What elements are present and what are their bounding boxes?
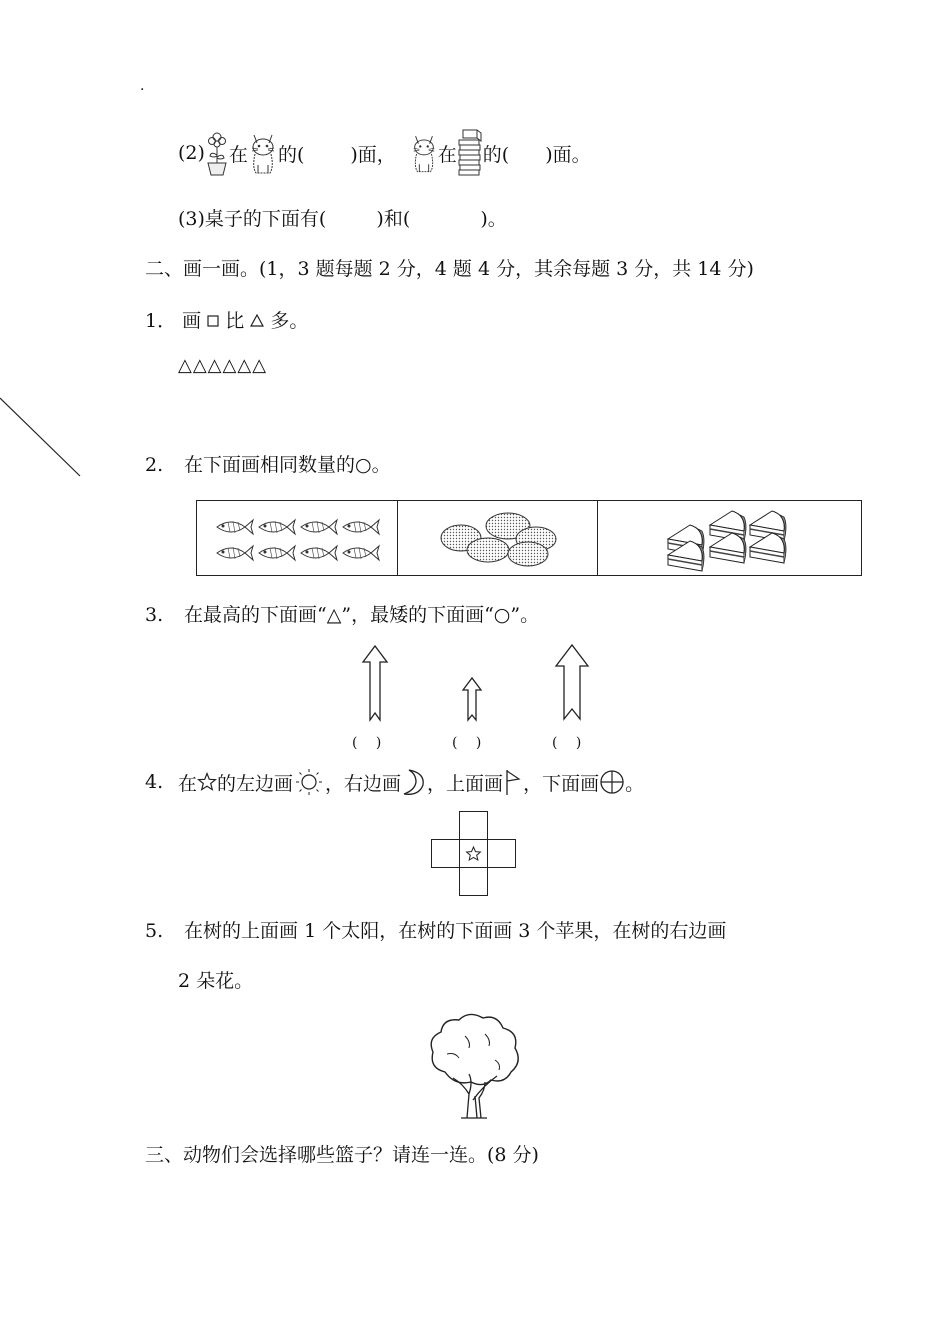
question-2-zai-2: 在 bbox=[437, 143, 457, 166]
fish-cell bbox=[197, 501, 398, 575]
question-3-part-a: (3)桌子的下面有( bbox=[178, 208, 327, 230]
circle-cross-icon bbox=[599, 769, 625, 795]
star-icon bbox=[197, 772, 217, 792]
fish-icon bbox=[217, 520, 253, 534]
problem-4-text-f: 。 bbox=[625, 772, 645, 795]
fish-icon bbox=[301, 546, 337, 560]
grid-cell-bottom[interactable] bbox=[460, 868, 488, 896]
cake-slice-icon bbox=[750, 533, 786, 563]
fish-icon bbox=[259, 520, 295, 534]
arrow-tall bbox=[556, 645, 588, 719]
fish-icon bbox=[301, 520, 337, 534]
stone-icon bbox=[508, 542, 548, 566]
fish-icon bbox=[217, 546, 253, 560]
section-2-heading: 二、画一画。(1，3 题每题 2 分，4 题 4 分，其余每题 3 分，共 14 分) bbox=[145, 258, 754, 280]
question-2-number: (2) bbox=[178, 142, 205, 164]
question-2-line bbox=[178, 128, 591, 178]
cake-cell bbox=[598, 501, 861, 575]
problem-4-text-e: ，下面画 bbox=[523, 772, 600, 795]
problem-5-line-1 bbox=[145, 916, 726, 943]
stone-group bbox=[398, 501, 596, 574]
question-2-mian-1: )面， bbox=[350, 143, 396, 166]
small-triangle-icon bbox=[250, 314, 264, 327]
problem-4-text-d: ，上面画 bbox=[427, 772, 504, 795]
margin-stroke bbox=[0, 396, 84, 480]
question-2-zai-1: 在 bbox=[228, 143, 248, 166]
flag-icon bbox=[503, 767, 523, 797]
grid-cell-right[interactable] bbox=[488, 840, 516, 868]
cake-group bbox=[598, 501, 862, 574]
problem-4-text-b: 的左边画 bbox=[217, 772, 294, 795]
problem-1-number: 1． bbox=[145, 310, 177, 332]
grid-cell-left[interactable] bbox=[432, 840, 460, 868]
problem-2-number: 2. bbox=[145, 454, 164, 476]
problem-5-text-2: 2 朵花。 bbox=[178, 970, 254, 992]
problem-3-text: 在最高的下面画“△”，最矮的下面画“○”。 bbox=[184, 604, 540, 626]
problem-5-number: 5. bbox=[145, 920, 164, 942]
problem-2-line bbox=[145, 450, 391, 477]
problem-1-line bbox=[145, 306, 308, 333]
problem-1-triangles: △△△△△△ bbox=[178, 355, 268, 376]
question-3-line bbox=[178, 204, 507, 231]
problem-2-text: 在下面画相同数量的○。 bbox=[184, 454, 391, 476]
stone-cell bbox=[398, 501, 598, 575]
fish-icon bbox=[343, 520, 379, 534]
answer-paren-2[interactable]: ( ) bbox=[452, 735, 482, 751]
question-2-de-1: 的( bbox=[277, 143, 305, 166]
arrow-medium bbox=[363, 646, 387, 720]
grid-cell-top[interactable] bbox=[460, 812, 488, 840]
tree-icon bbox=[425, 1012, 525, 1120]
problem-4-number: 4. bbox=[145, 771, 164, 793]
problem-1-text-b: 比 bbox=[225, 310, 245, 332]
fish-group bbox=[197, 501, 396, 574]
counting-table bbox=[196, 500, 862, 576]
problem-3-number: 3. bbox=[145, 604, 164, 626]
section-3-heading: 三、动物们会选择哪些篮子？请连一连。(8 分) bbox=[145, 1144, 539, 1166]
cat-icon-2 bbox=[410, 131, 438, 175]
page-dot: . bbox=[140, 78, 145, 94]
answer-paren-1[interactable]: ( ) bbox=[352, 735, 382, 751]
small-square-icon bbox=[207, 315, 219, 327]
problem-4-text-a: 在 bbox=[178, 772, 198, 795]
question-3-part-b: )和( bbox=[376, 208, 411, 230]
stone-icon bbox=[467, 538, 509, 562]
problem-4-text-c: ，右边画 bbox=[325, 772, 402, 795]
problem-5-text-1: 在树的上面画 1 个太阳，在树的下面画 3 个苹果，在树的右边画 bbox=[184, 920, 727, 942]
question-3-part-c: )。 bbox=[480, 208, 507, 230]
arrows-figure bbox=[350, 642, 610, 722]
question-2-mian-2: )面。 bbox=[545, 143, 591, 166]
sun-icon bbox=[293, 767, 325, 797]
flower-pot-icon bbox=[205, 129, 229, 177]
problem-1-text-c: 多。 bbox=[270, 310, 309, 332]
moon-icon bbox=[401, 767, 427, 797]
cat-icon bbox=[248, 131, 278, 175]
fish-icon bbox=[343, 546, 379, 560]
arrow-short bbox=[463, 678, 481, 720]
problem-4-line bbox=[145, 762, 644, 802]
grid-cell-center bbox=[460, 840, 488, 868]
question-2-de-2: 的( bbox=[482, 143, 510, 166]
answer-paren-3[interactable]: ( ) bbox=[552, 735, 582, 751]
problem-1-text-a: 画 bbox=[182, 310, 202, 332]
problem-3-line bbox=[145, 600, 539, 627]
cross-grid bbox=[431, 811, 519, 899]
book-stack-icon bbox=[457, 128, 483, 178]
fish-icon bbox=[259, 546, 295, 560]
cake-slice-icon bbox=[710, 533, 746, 563]
